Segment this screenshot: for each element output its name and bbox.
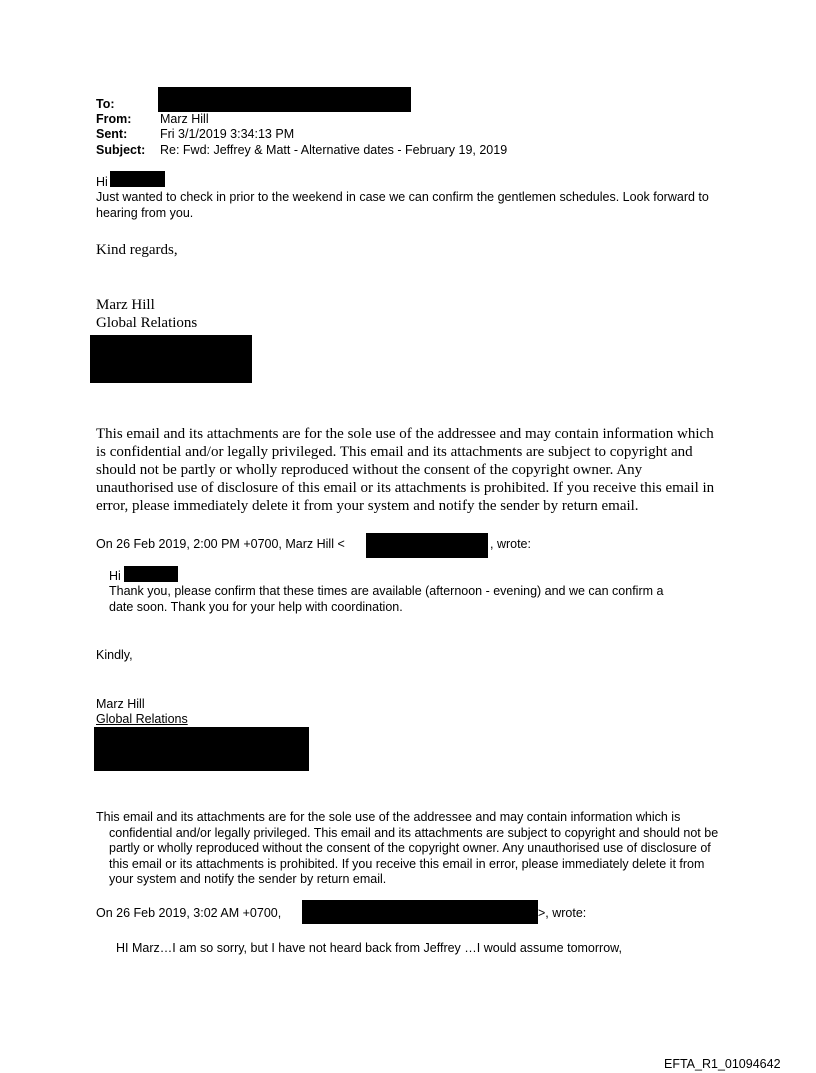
quote-attribution-suffix: , wrote: — [490, 537, 531, 551]
signature-name: Marz Hill — [96, 297, 155, 313]
redaction-to — [158, 87, 411, 112]
closing: Kind regards, — [96, 242, 178, 258]
document-id: EFTA_R1_01094642 — [664, 1057, 781, 1071]
redaction-sender — [302, 900, 538, 924]
redaction-signature-block — [94, 727, 309, 771]
redaction-signature-block — [90, 335, 252, 383]
quote-disclaimer: This email and its attachments are for the sole use of the addressee and may contain information which is confidential and/or legally privileged. This email and its attachments are subject to copyright and should not be partly or wholly reproduced without the consent of the copyright owner. Any unauthorised use of disclosure of this email or its attachments is prohibited. If you receive this email in error, please immediately delete it from your system and notify the sender by return email. — [96, 810, 719, 886]
to-label: To: — [96, 97, 115, 111]
sent-label: Sent: — [96, 127, 128, 141]
redaction-greeting-name — [124, 566, 178, 582]
sent-value: Fri 3/1/2019 3:34:13 PM — [160, 127, 295, 141]
quote-greeting: Hi — [109, 569, 121, 583]
quote-body: Thank you, please confirm that these times are available (afternoon - evening) and we can confirm a date soon. Thank you for your help with coordination. — [109, 584, 664, 614]
greeting: Hi — [96, 175, 108, 189]
quote2-attribution-suffix: >, wrote: — [538, 906, 587, 920]
disclaimer: This email and its attachments are for the sole use of the addressee and may contain information which is confidential and/or legally privileged. This email and its attachments are subject to copyright and should not be partly or wholly reproduced without the consent of the copyright owner. Any unauthorised use of disclosure of this email or its attachments is prohibited. If you receive this email in error, please immediately delete it from your system and notify the sender by return email. — [96, 426, 715, 514]
redaction-greeting-name — [110, 171, 165, 187]
quote2-attribution-prefix: On 26 Feb 2019, 3:02 AM +0700, — [96, 906, 282, 920]
subject-value: Re: Fwd: Jeffrey & Matt - Alternative dates - February 19, 2019 — [160, 143, 508, 157]
quote-closing: Kindly, — [96, 648, 133, 662]
quote-signature-title: Global Relations — [96, 712, 188, 726]
quote-signature-name: Marz Hill — [96, 697, 145, 711]
redaction-email-address — [366, 533, 488, 558]
subject-label: Subject: — [96, 143, 146, 157]
quote2-body: HI Marz…I am so sorry, but I have not heard back from Jeffrey …I would assume tomorrow, — [116, 941, 622, 955]
from-label: From: — [96, 112, 132, 126]
quote-attribution-prefix: On 26 Feb 2019, 2:00 PM +0700, Marz Hill < — [96, 537, 345, 551]
signature-title: Global Relations — [96, 315, 198, 331]
message-body: Just wanted to check in prior to the weekend in case we can confirm the gentlemen schedules. Look forward to hearing from you. — [96, 190, 709, 220]
from-value: Marz Hill — [160, 112, 209, 126]
